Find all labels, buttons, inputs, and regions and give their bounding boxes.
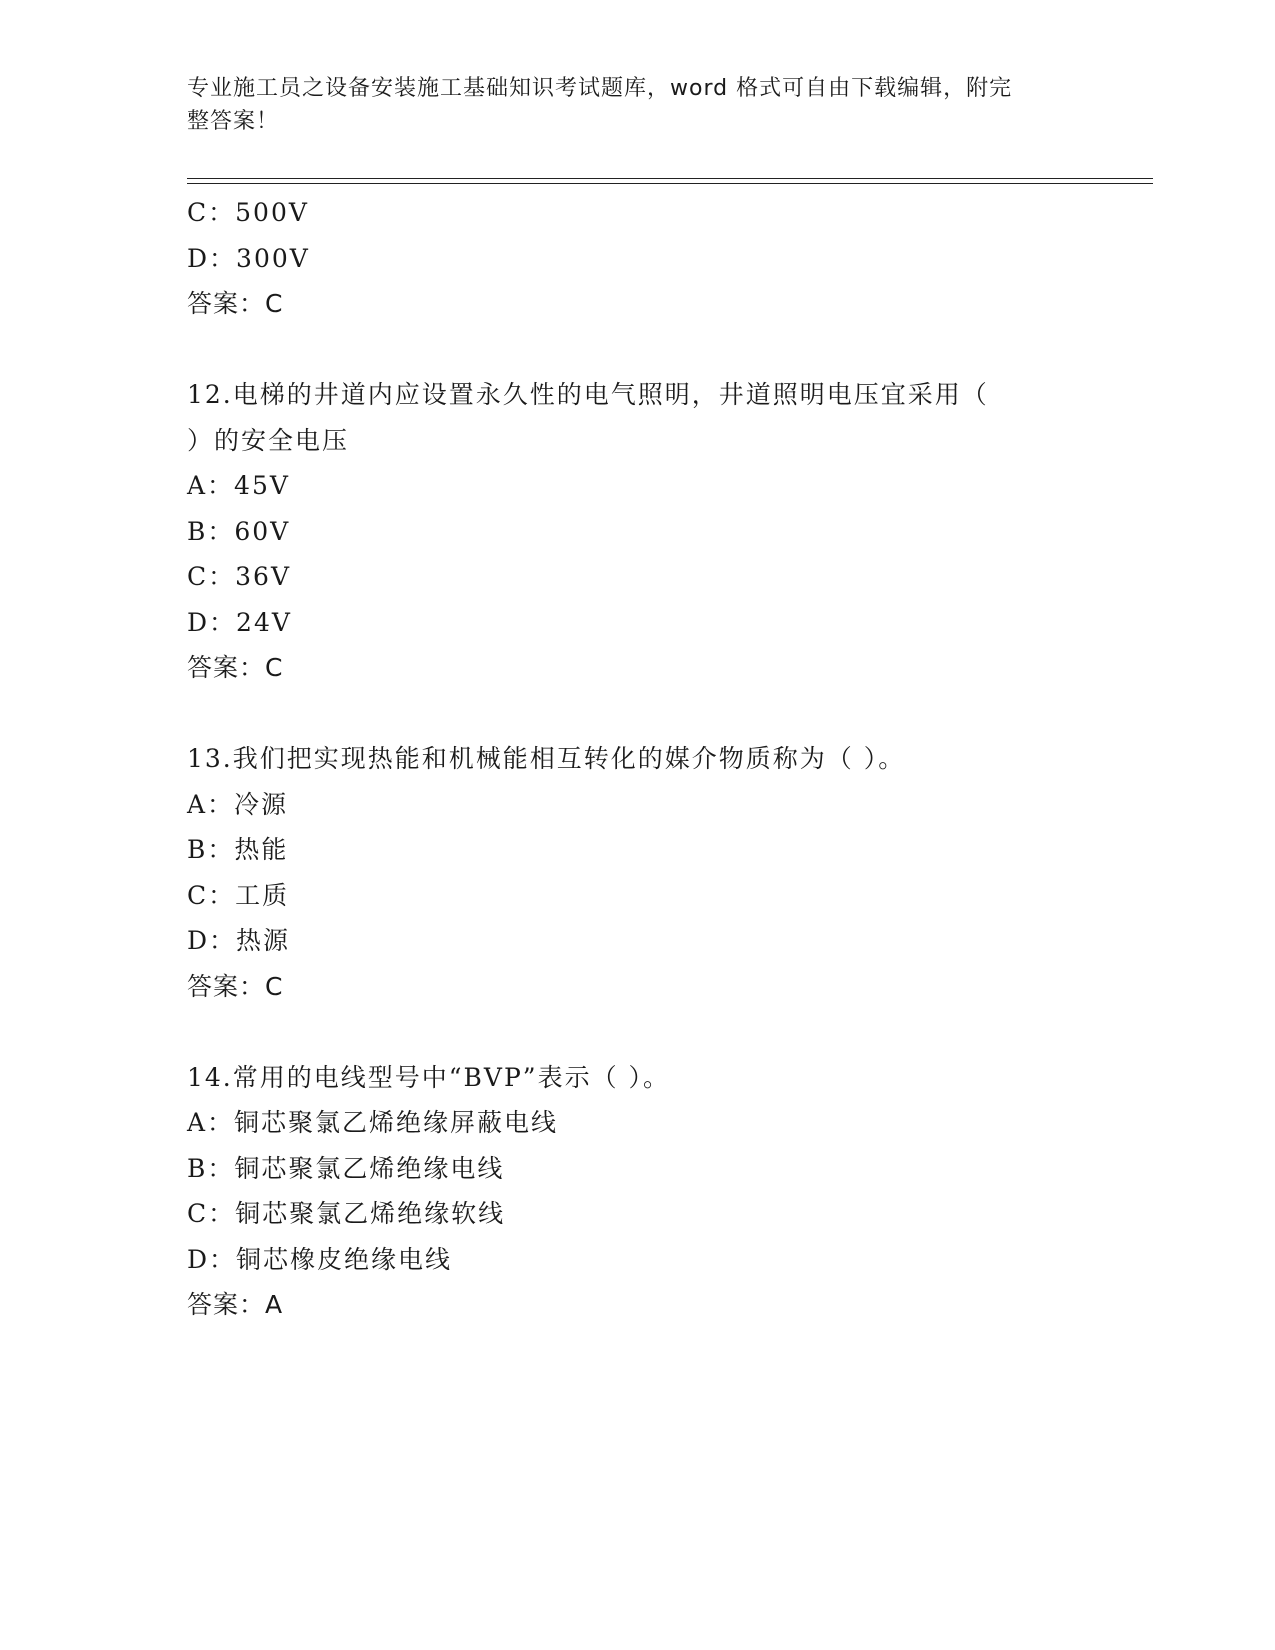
header-line-1: 专业施工员之设备安装施工基础知识考试题库，word 格式可自由下载编辑，附完 [187,76,1013,101]
answer-line: 答案：C [187,653,284,682]
option-a: A：45V [187,471,290,500]
header-divider-top [187,178,1153,179]
option-c: C：铜芯聚氯乙烯绝缘软线 [187,1199,506,1228]
question-stem: 12.电梯的井道内应设置永久性的电气照明，井道照明电压宜采用（ [187,380,989,409]
option-a: A：冷源 [187,789,289,819]
option-c: C：36V [187,562,291,591]
answer-line: 答案：C [187,289,284,318]
option-b: B：铜芯聚氯乙烯绝缘电线 [187,1153,505,1183]
question-stem: 13.我们把实现热能和机械能相互转化的媒介物质称为（ ）。 [187,744,906,773]
question-13 [187,736,1087,1009]
option-d: D：300V [187,243,310,273]
option-d: D：24V [187,607,292,637]
header-line-2: 整答案！ [187,109,280,134]
option-b: B：热能 [187,835,289,864]
answer-line: 答案：A [187,1290,284,1319]
question-12 [187,372,1087,691]
question-list [187,190,1087,1328]
option-d: D：热源 [187,926,291,955]
option-c: C：500V [187,198,309,227]
question-stem: 14.常用的电线型号中“BVP”表示（ ）。 [187,1062,671,1092]
option-d: D：铜芯橡皮绝缘电线 [187,1244,453,1274]
question-stem-continued: ）的安全电压 [187,425,350,455]
answer-line: 答案：C [187,971,284,1001]
question-14 [187,1055,1087,1328]
document-header [187,72,1067,138]
option-b: B：60V [187,516,291,546]
option-a: A：铜芯聚氯乙烯绝缘屏蔽电线 [187,1108,559,1137]
option-c: C：工质 [187,880,290,910]
question-11-fragment [187,190,1087,327]
header-divider-bottom [187,183,1153,184]
